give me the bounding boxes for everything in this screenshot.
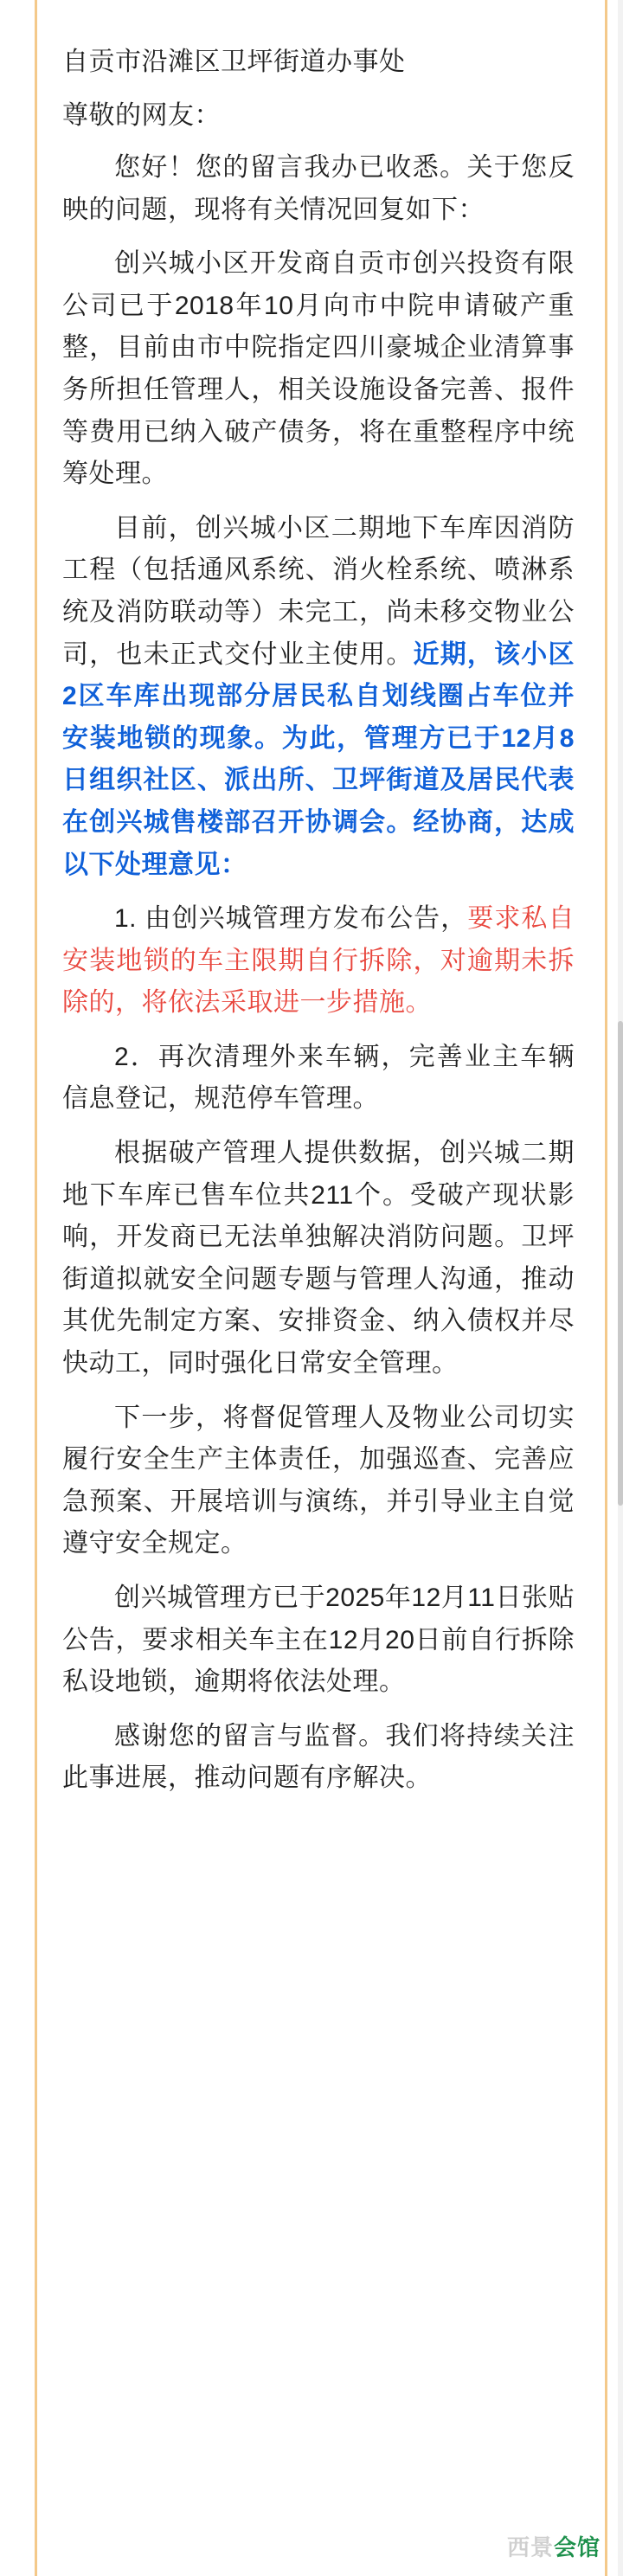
paragraph-3-highlight-blue: 近期，该小区2区车库出现部分居民私自划线圈占车位并安装地锁的现象。为此，管理方已于12月8日组织社区、派出所、卫坪街道及居民代表在创兴城售楼部召开协调会。经协商，达成以下处理意见： <box>62 639 575 879</box>
paragraph-4-highlight-red: 要求私自安装地锁的车主限期自行拆除，对逾期未拆除的，将依法采取进一步措施。 <box>62 904 575 1018</box>
paragraph-1-run-1: 您好！您的留言我办已收悉。关于您反映的问题，现将有关情况回复如下： <box>62 153 575 224</box>
paragraph-5-run-1: 2．再次清理外来车辆，完善业主车辆信息登记，规范停车管理。 <box>62 1042 575 1114</box>
paragraph-2 <box>62 243 575 496</box>
watermark-part-1: 西景 <box>506 2534 554 2560</box>
paragraph-7-run-1: 下一步，将督促管理人及物业公司切实履行安全生产主体责任，加强巡查、完善应急预案、开展培训与演练，并引导业主自觉遵守安全规定。 <box>62 1403 575 1558</box>
salutation: 尊敬的网友： <box>62 101 221 130</box>
document-body <box>62 42 575 1800</box>
paragraph-7 <box>62 1397 575 1565</box>
paragraph-6-run-1: 根据破产管理人提供数据，创兴城二期地下车库已售车位共211个。受破产现状影响，开发商已无法单独解决消防问题。卫坪街道拟就安全问题专题与管理人沟通，推动其优先制定方案、安排资金、纳入债权并尽快动工，同时强化日常安全管理。 <box>62 1139 575 1378</box>
paragraph-1 <box>62 147 575 231</box>
office-title: 自贡市沿滩区卫坪街道办事处 <box>62 48 406 76</box>
paragraph-8-run-1: 创兴城管理方已于2025年12月11日张贴公告，要求相关车主在12月20日前自行拆除私设地锁，逾期将依法处理。 <box>62 1584 575 1697</box>
paragraph-8 <box>62 1577 575 1704</box>
paragraph-5 <box>62 1037 575 1121</box>
watermark-part-2: 会馆 <box>553 2534 601 2560</box>
paragraph-9 <box>62 1716 575 1800</box>
paragraph-4 <box>62 898 575 1025</box>
scrollbar-track[interactable] <box>618 0 623 2576</box>
paragraph-9-run-1: 感谢您的留言与监督。我们将持续关注此事进展，推动问题有序解决。 <box>62 1721 575 1793</box>
scrollbar-thumb[interactable] <box>618 1021 623 1506</box>
paragraph-3 <box>62 508 575 886</box>
paragraph-2-run-1: 创兴城小区开发商自贡市创兴投资有限公司已于2018年10月向市中院申请破产重整，目前由市中院指定四川豪城企业清算事务所担任管理人，相关设施设备完善、报件等费用已纳入破产债务，将在重整程序中统筹处理。 <box>62 249 575 489</box>
watermark <box>507 2530 601 2562</box>
paragraph-4-run-1: 1. 由创兴城管理方发布公告， <box>114 904 468 934</box>
paragraph-3-run-1: 目前，创兴城小区二期地下车库因消防工程（包括通风系统、消火栓系统、喷淋系统及消防联动等）未完工，尚未移交物业公司，也未正式交付业主使用。 <box>62 513 575 669</box>
paragraph-6 <box>62 1133 575 1385</box>
